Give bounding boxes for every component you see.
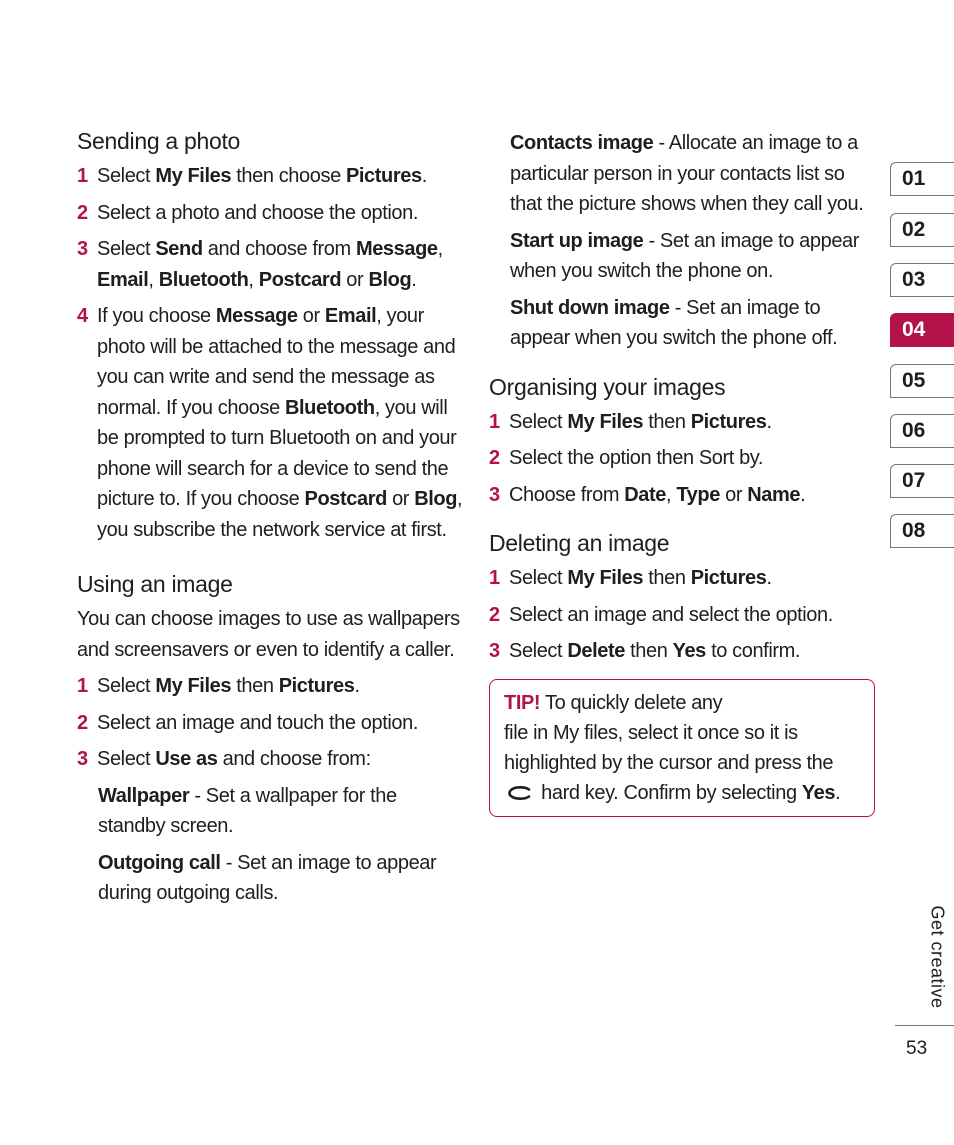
tab-01[interactable]: 01 bbox=[890, 162, 954, 196]
tab-04[interactable]: 04 bbox=[890, 313, 954, 347]
organising-steps bbox=[489, 407, 879, 511]
page-number: 53 bbox=[906, 1038, 928, 1059]
list-item: 3 Select Use as and choose from: bbox=[77, 748, 371, 770]
right-column bbox=[489, 128, 879, 817]
option-start-up-image: Start up image - Set an image to appear when you switch the phone on. bbox=[510, 229, 860, 282]
section-heading-deleting: Deleting an image bbox=[489, 530, 670, 556]
option-outgoing-call: Outgoing call - Set an image to appear during outgoing calls. bbox=[98, 851, 437, 904]
tab-03[interactable]: 03 bbox=[890, 263, 954, 297]
list-item: 4 If you choose Message or Email, your photo will be attached to the message and you can write and send the message as normal. If you choose Bluetooth, you will be prompted to turn Bluetooth on and your phone will search for a device to send the picture to. If you choose Postcard or Blog, you subscribe the network service at first. bbox=[77, 305, 463, 541]
tab-08[interactable]: 08 bbox=[890, 514, 954, 548]
list-item: 2 Select the option then Sort by. bbox=[489, 447, 764, 469]
side-divider bbox=[895, 1025, 954, 1026]
list-item: 2 Select an image and select the option. bbox=[489, 603, 833, 626]
list-item: 1 Select My Files then choose Pictures. bbox=[77, 165, 427, 187]
list-item: 2 Select an image and touch the option. bbox=[77, 711, 418, 734]
section-heading-organising: Organising your images bbox=[489, 373, 726, 400]
tip-label: TIP! bbox=[504, 691, 541, 714]
using-intro: You can choose images to use as wallpapers and screensavers or even to identify a caller. bbox=[77, 608, 460, 661]
using-steps bbox=[77, 671, 467, 775]
tab-06[interactable]: 06 bbox=[890, 414, 954, 448]
list-item: 1 Select My Files then Pictures. bbox=[489, 567, 772, 589]
option-shut-down-image: Shut down image - Set an image to appear when you switch the phone off. bbox=[510, 296, 838, 349]
section-heading-using-image: Using an image bbox=[77, 571, 233, 597]
list-item: 2 Select a photo and choose the option. bbox=[77, 201, 419, 224]
list-item: 3 Select Send and choose from Message, Email, Bluetooth, Postcard or Blog. bbox=[77, 238, 443, 291]
tip-box bbox=[489, 679, 875, 817]
option-contacts-image: Contacts image - Allocate an image to a particular person in your contacts list so that the picture shows when they call you. bbox=[510, 132, 864, 215]
tab-05[interactable]: 05 bbox=[890, 364, 954, 398]
tip-text: TIP! To quickly delete any file in My files, select it once so it is highlighted by the cursor and press the hard key. Confirm by selecting Yes. bbox=[504, 691, 841, 804]
list-item: 1 Select My Files then Pictures. bbox=[489, 410, 772, 433]
tab-02[interactable]: 02 bbox=[890, 213, 954, 247]
option-wallpaper: Wallpaper - Set a wallpaper for the standby screen. bbox=[98, 784, 397, 837]
clear-key-icon bbox=[508, 779, 532, 793]
list-item: 3 Choose from Date, Type or Name. bbox=[489, 483, 806, 506]
tab-07[interactable]: 07 bbox=[890, 464, 954, 498]
list-item: 1 Select My Files then Pictures. bbox=[77, 675, 360, 697]
sending-steps bbox=[77, 161, 467, 545]
deleting-steps bbox=[489, 563, 879, 667]
list-item: 3 Select Delete then Yes to confirm. bbox=[489, 640, 801, 662]
chapter-side-label: Get creative bbox=[927, 905, 948, 1009]
section-heading-sending-photo: Sending a photo bbox=[77, 128, 241, 154]
left-column bbox=[77, 128, 467, 915]
